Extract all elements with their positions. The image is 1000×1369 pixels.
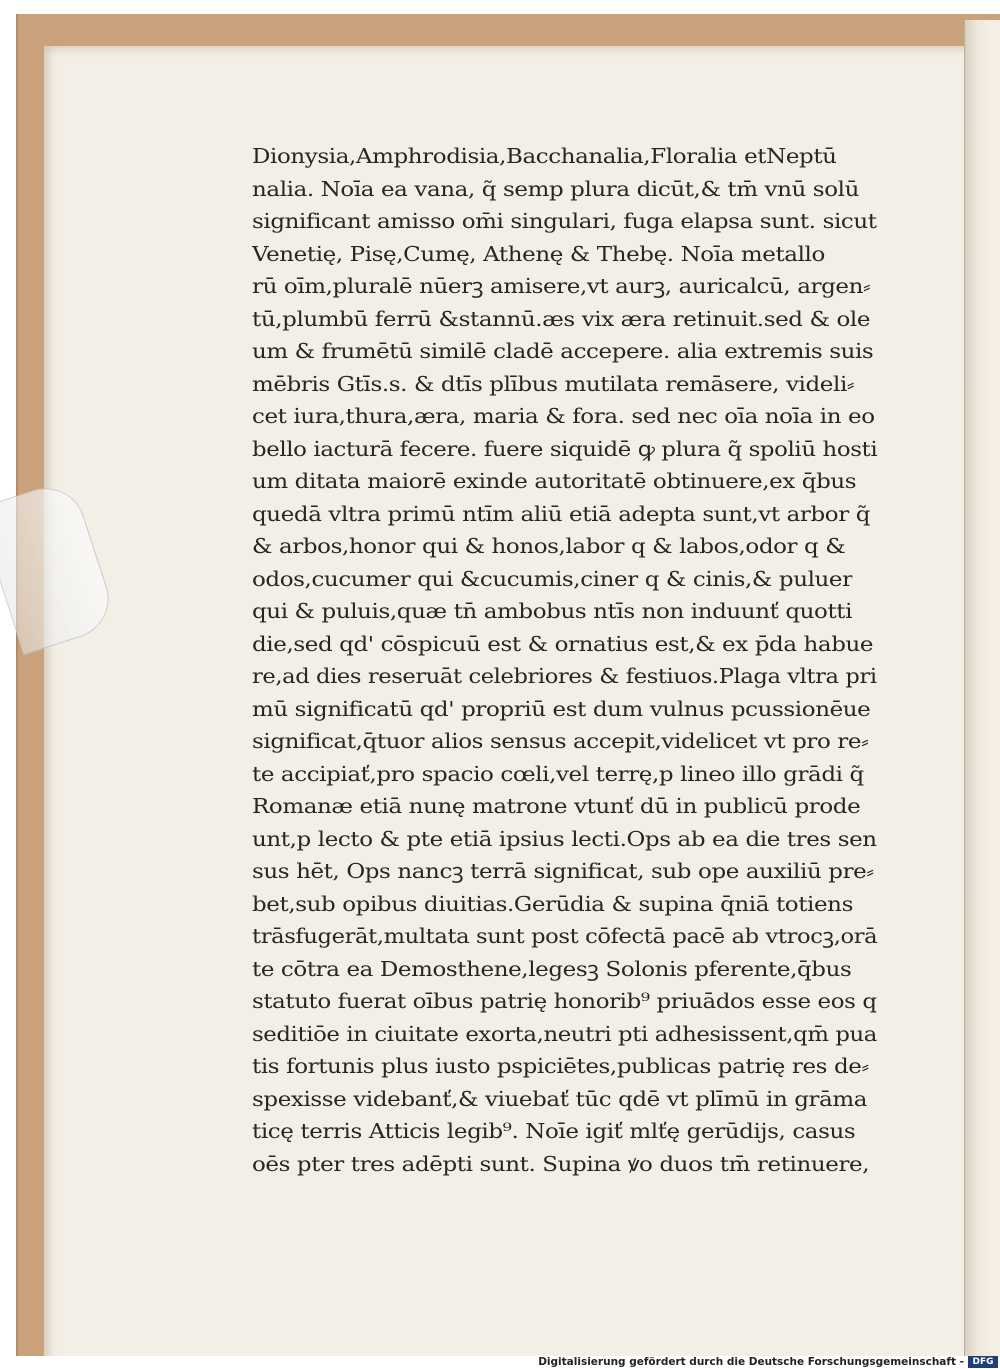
text-line: ticę terris Atticis legib⁹. Noīe igiť mlťę gerūdijs, casus — [252, 1119, 856, 1143]
text-line: significat,q̄tuor alios sensus accepit,videlicet vt pro re⸗ — [252, 729, 868, 753]
text-line: tis fortunis plus iusto pspiciētes,publicas patrię res de⸗ — [252, 1054, 869, 1078]
text-line: seditiōe in ciuitate exorta,neutri pti adhesissent,qm̄ pua — [252, 1021, 877, 1046]
text-line: oēs pter tres adēpti sunt. Supina ꝟo duos tm̄ retinuere, — [252, 1151, 870, 1176]
footer-bar — [0, 1356, 1000, 1369]
text-line: spexisse videbanť,& viuebať tūc qdē vt plīmū in grāma — [252, 1086, 867, 1111]
text-line: tū,plumbū ferrū &stannū.æs vix æra retinuit.sed & ole — [252, 306, 871, 331]
text-line: nalia. Noīa ea vana, q̃ semp plura dicūt,& tm̄ vnū solū — [252, 176, 859, 201]
text-line: mū significatū qd' propriū est dum vulnus pcussionēue — [252, 696, 871, 721]
text-line: & arbos,honor qui & honos,labor q & labos,odor q & — [252, 534, 846, 558]
text-line: um ditata maiorē exinde autoritatē obtinuere,ex q̄bus — [252, 469, 856, 493]
text-line: mēbris Gtīs.s. & dtīs plībus mutilata remāsere, videli⸗ — [252, 371, 855, 396]
text-line: statuto fuerat oībus patrię honorib⁹ priuādos esse eos q — [252, 989, 877, 1013]
text-line: quedā vltra primū ntīm aliū etiā adepta sunt,vt arbor q̃ — [252, 501, 871, 526]
text-line: bet,sub opibus diuitias.Gerūdia & supina q̄niā totiens — [252, 891, 853, 916]
funding-credit: Digitalisierung gefördert durch die Deutsche Forschungsgemeinschaft - — [538, 1356, 964, 1368]
text-line: te accipiať,pro spacio cœli,vel terrę,p lineo illo grādi q̃ — [252, 761, 864, 786]
text-line: die,sed qd' cōspicuū est & ornatius est,& ex p̄da habue — [252, 631, 874, 656]
text-line: bello iacturā fecere. fuere siquidē ꝙ plura q̃ spoliū hosti — [252, 436, 877, 461]
text-line: qui & puluis,quæ tn̄ ambobus ntīs non induunť quotti — [252, 599, 853, 623]
text-line: re,ad dies reseruāt celebriores & festiuos.Plaga vltra pri — [252, 664, 877, 688]
printed-text-block — [252, 140, 882, 1176]
text-line: significant amisso om̄i singulari, fuga elapsa sunt. sicut — [252, 209, 877, 233]
text-line: te cōtra ea Demosthene,legesꝫ Solonis pferente,q̄bus — [252, 956, 852, 981]
text-line: rū oīm,pluralē nūerꝫ amisere,vt aurꝫ, auricalcū, argen⸗ — [252, 274, 871, 298]
book-gutter — [964, 20, 1000, 1356]
dfg-logo: DFG — [968, 1356, 998, 1368]
text-line: unt,p lecto & pte etiā ipsius lecti.Ops ab ea die tres sen — [252, 826, 877, 851]
text-line: um & frumētū similē cladē accepere. alia extremis suis — [252, 339, 874, 363]
text-line: cet iura,thura,æra, maria & fora. sed nec oīa noīa in eo — [252, 404, 875, 428]
text-line: sus hēt, Ops nancꝫ terrā significat, sub ope auxiliū pre⸗ — [252, 859, 874, 883]
text-line: odos,cucumer qui &cucumis,ciner q & cinis,& puluer — [252, 566, 853, 591]
text-line: Dionysia,Amphrodisia,Bacchanalia,Floralia etNeptū — [252, 144, 837, 168]
text-line: Venetię, Pisę,Cumę, Athenę & Thebę. Noīa metallo — [252, 241, 825, 266]
text-line: Romanæ etiā nunę matrone vtunť dū in publicū prode — [252, 794, 861, 818]
text-line: trāsfugerāt,multata sunt post cōfectā pacē ab vtrocꝫ,orā — [252, 924, 877, 948]
